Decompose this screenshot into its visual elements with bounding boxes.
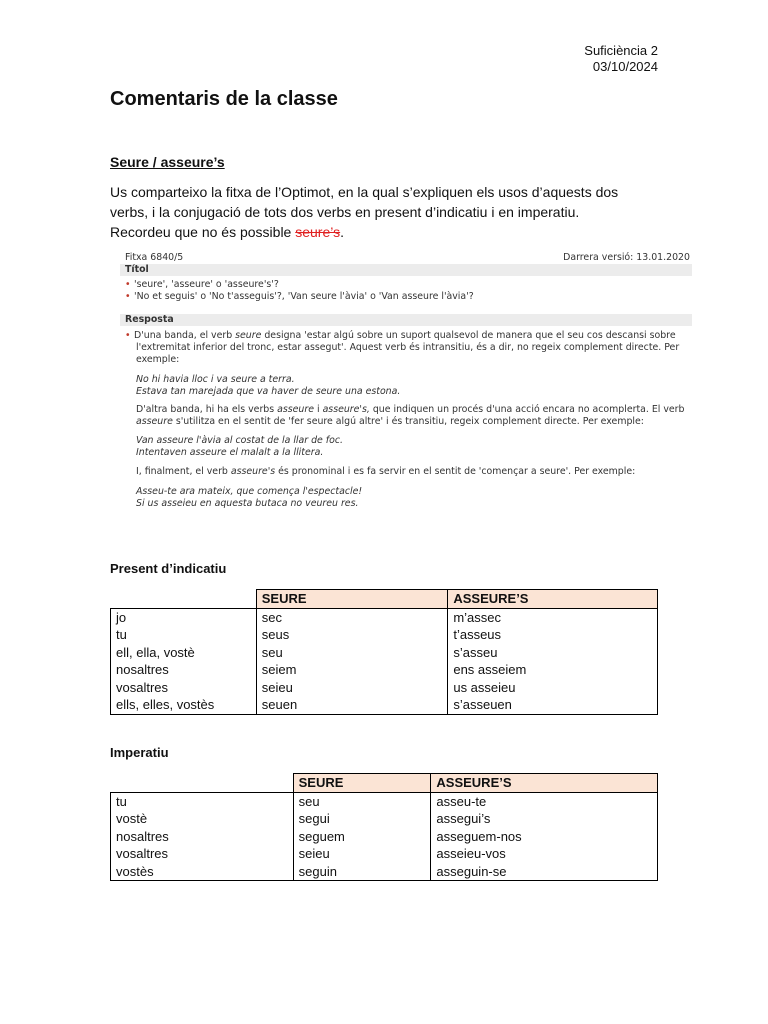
pronoun-cell: vosaltres bbox=[111, 845, 294, 863]
intro-paragraph bbox=[110, 182, 670, 242]
seure-cell: seieu bbox=[256, 679, 448, 697]
present-heading: Present d’indicatiu bbox=[110, 561, 227, 576]
pronoun-cell: tu bbox=[111, 626, 257, 644]
seure-cell: segui bbox=[293, 810, 431, 828]
intro-line: verbs, i la conjugació de tots dos verbs en present d’indicatiu i en imperatiu. bbox=[110, 204, 580, 220]
seure-cell: seu bbox=[256, 644, 448, 662]
fitxa-resposta-bar bbox=[120, 314, 692, 326]
table-row bbox=[111, 792, 658, 810]
asseures-cell: s’asseu bbox=[448, 644, 658, 662]
table-header-row bbox=[111, 774, 658, 793]
asseures-cell: ens asseiem bbox=[448, 661, 658, 679]
seure-cell: seuen bbox=[256, 696, 448, 714]
seure-cell: seus bbox=[256, 626, 448, 644]
pronoun-cell: nosaltres bbox=[111, 828, 294, 846]
fitxa-example: Van asseure l'àvia al costat de la llar de foc. bbox=[136, 435, 343, 446]
pronoun-cell: vosaltres bbox=[111, 679, 257, 697]
asseures-cell: asseguin-se bbox=[431, 863, 658, 881]
asseures-cell: assegui’s bbox=[431, 810, 658, 828]
column-header-seure: SEURE bbox=[293, 774, 431, 793]
present-rows bbox=[111, 608, 658, 714]
table-header-row bbox=[111, 590, 658, 609]
pronoun-cell: jo bbox=[111, 608, 257, 626]
fitxa-example: Estava tan marejada que va haver de seure una estona. bbox=[136, 386, 401, 397]
intro-line bbox=[110, 222, 670, 242]
table-row bbox=[111, 626, 658, 644]
fitxa-id: Fitxa 6840/5 bbox=[125, 252, 184, 263]
document-date: 03/10/2024 bbox=[592, 59, 658, 74]
fitxa-example: No hi havia lloc i va seure a terra. bbox=[136, 374, 295, 385]
imperatiu-heading: Imperatiu bbox=[110, 745, 169, 760]
pronoun-cell: vostès bbox=[111, 863, 294, 881]
pronoun-cell: ell, ella, vostè bbox=[111, 644, 257, 662]
table-row bbox=[111, 608, 658, 626]
fitxa-version: Darrera versió: 13.01.2020 bbox=[563, 252, 690, 263]
column-header-asseures: ASSEURE’S bbox=[448, 590, 658, 609]
table-row bbox=[111, 696, 658, 714]
document-header bbox=[584, 43, 658, 75]
seure-cell: seieu bbox=[293, 845, 431, 863]
struck-word: seure’s bbox=[295, 224, 341, 240]
course-name: Suficiència 2 bbox=[584, 43, 658, 58]
asseures-cell: asseieu-vos bbox=[431, 845, 658, 863]
intro-text: . bbox=[340, 224, 345, 240]
asseures-cell: t’asseus bbox=[448, 626, 658, 644]
fitxa-verb: seure bbox=[235, 330, 262, 341]
asseures-cell: s’asseuen bbox=[448, 696, 658, 714]
imperatiu-table bbox=[110, 773, 658, 881]
fitxa-text: exemple: bbox=[136, 354, 180, 365]
imperatiu-rows bbox=[111, 792, 658, 881]
fitxa-text: D'una banda, el verb bbox=[134, 330, 236, 341]
pronoun-cell: ells, elles, vostès bbox=[111, 696, 257, 714]
asseures-cell: m’assec bbox=[448, 608, 658, 626]
asseures-cell: asseu-te bbox=[431, 792, 658, 810]
seure-cell: seguem bbox=[293, 828, 431, 846]
section-title: Seure / asseure’s bbox=[110, 154, 225, 170]
fitxa-example: Intentaven asseure el malalt a la llitera. bbox=[136, 447, 324, 458]
fitxa-titol-item: • 'seure', 'asseure' o 'asseure's'? bbox=[125, 279, 692, 291]
fitxa-titol-label: Títol bbox=[125, 264, 149, 275]
fitxa-verb: asseure bbox=[277, 404, 314, 415]
table-row bbox=[111, 810, 658, 828]
fitxa-resposta-label: Resposta bbox=[125, 314, 174, 325]
fitxa-top-row bbox=[125, 252, 692, 264]
fitxa-text: és pronominal i es fa servir en el sentit de 'començar a seure'. Per exemple: bbox=[275, 466, 636, 477]
table-row bbox=[111, 644, 658, 662]
pronoun-cell: tu bbox=[111, 792, 294, 810]
fitxa-text: designa 'estar algú sobre un suport qualsevol de manera que el seu cos descansi sobre bbox=[261, 330, 676, 341]
table-corner bbox=[111, 774, 294, 793]
fitxa-text: i bbox=[313, 404, 323, 415]
column-header-seure: SEURE bbox=[256, 590, 448, 609]
table-row bbox=[111, 828, 658, 846]
table-row bbox=[111, 661, 658, 679]
intro-text: Recordeu que no és possible bbox=[110, 224, 296, 240]
asseures-cell: asseguem-nos bbox=[431, 828, 658, 846]
fitxa-titol-list bbox=[125, 279, 692, 303]
pronoun-cell: vostè bbox=[111, 810, 294, 828]
fitxa-paragraph bbox=[136, 466, 686, 478]
fitxa-text: D'altra banda, hi ha els verbs bbox=[136, 404, 278, 415]
fitxa-resposta-bullet bbox=[125, 330, 692, 342]
seure-cell: seu bbox=[293, 792, 431, 810]
fitxa-text: s'utilitza en el sentit de 'fer seure algú altre' i és transitiu, regeix complement directe. Per exemple: bbox=[172, 416, 644, 427]
seure-cell: sec bbox=[256, 608, 448, 626]
seure-cell: seguin bbox=[293, 863, 431, 881]
fitxa-example: Asseu-te ara mateix, que comença l'espectacle! bbox=[136, 486, 363, 497]
fitxa-verb: asseure bbox=[136, 416, 173, 427]
table-row bbox=[111, 863, 658, 881]
asseures-cell: us asseieu bbox=[448, 679, 658, 697]
table-row bbox=[111, 845, 658, 863]
fitxa-example: Si us asseieu en aquesta butaca no veureu res. bbox=[136, 498, 359, 509]
fitxa-paragraph bbox=[136, 416, 686, 428]
table-corner bbox=[111, 590, 257, 609]
fitxa-text: I, finalment, el verb bbox=[136, 466, 231, 477]
fitxa-titol-item: • 'No et seguis' o 'No t'asseguis'?, 'Van seure l'àvia' o 'Van asseure l'àvia'? bbox=[125, 291, 692, 303]
page-title: Comentaris de la classe bbox=[110, 88, 338, 110]
fitxa-verb: asseure's bbox=[230, 466, 276, 477]
optimot-fitxa bbox=[120, 250, 692, 518]
fitxa-titol-bar bbox=[120, 264, 692, 276]
fitxa-verb: asseure's, bbox=[322, 404, 370, 415]
fitxa-paragraph bbox=[136, 404, 686, 416]
table-row bbox=[111, 679, 658, 697]
seure-cell: seiem bbox=[256, 661, 448, 679]
pronoun-cell: nosaltres bbox=[111, 661, 257, 679]
intro-line: Us comparteixo la fitxa de l’Optimot, en la qual s’expliquen els usos d’aquests dos bbox=[110, 184, 619, 200]
fitxa-paragraph bbox=[125, 330, 692, 342]
fitxa-text: que indiquen un procés d'una acció encara no acomplerta. El verb bbox=[369, 404, 685, 415]
column-header-asseures: ASSEURE’S bbox=[431, 774, 658, 793]
fitxa-text: l'extremitat inferior del tronc, estar assegut'. Aquest verb és intransitiu, és a dir, no regeix complement directe. Per bbox=[136, 342, 680, 353]
present-table bbox=[110, 589, 658, 715]
